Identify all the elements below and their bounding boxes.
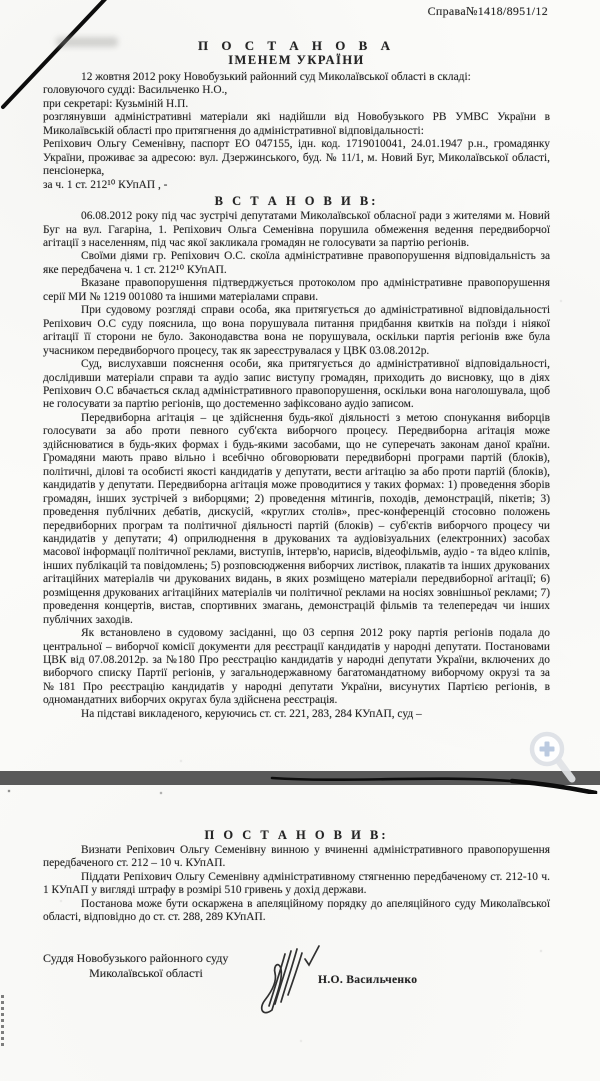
document-page-2 bbox=[0, 786, 600, 1081]
resolved-paragraph-2: Піддати Репіхович Ольгу Семенівну адміністративному стягненню передбаченому ст. 212-10 ч. 1 КУпАП у вигляді штрафу в розмірі 510 гривень у дохід держави. bbox=[43, 870, 550, 897]
established-paragraph-1: 06.08.2012 року під час зустрічі депутатами Миколаївської обласної ради з жителями м. Новий Буг на вул. Гагаріна, 1. Репіхович Ольга Семенівна порушила обмеження ведення передвиборчої агітації з населенням, під час якої закликала громадян не голосувати за партію регіонів. bbox=[43, 210, 550, 249]
judge-name: Н.О. Васильченко bbox=[318, 973, 418, 986]
resolved-paragraph-1: Визнати Репіхович Ольгу Семенівну винною у вчиненні адміністративного правопорушення передбаченого ст. 212 – 10 ч. КУпАП. bbox=[43, 844, 550, 870]
intro-line-secretary: при секретарі: Кузьміній Н.П. bbox=[43, 97, 189, 110]
established-paragraph-3: Вказане правопорушення підтверджується протоколом про адміністративне правопорушення серії МИ № 1219 001080 та іншими матеріалами справи. bbox=[43, 277, 550, 303]
judge-title-line: Суддя Новобузького районного суду bbox=[43, 951, 229, 965]
resolved-paragraph-3: Постанова може бути оскаржена в апеляційному порядку до апеляційного суду Миколаївської області, відповідно до ст. ст. 288, 289 КУпАП. bbox=[43, 897, 550, 924]
signature-icon bbox=[250, 938, 325, 1018]
judge-title-block bbox=[43, 951, 249, 980]
intro-line-judge: головуючого судді: Васильченко Н.О., bbox=[43, 84, 228, 97]
scan-noise bbox=[0, 0, 2, 2]
document-title: П О С Т А Н О В А bbox=[198, 38, 395, 53]
document-subtitle: ІМЕНЕМ УКРАЇНИ bbox=[228, 53, 365, 67]
intro-line-person: Репіхович Ольгу Семенівну, паспорт ЕО 047155, ідн. код. 1719010041, 24.01.1947 р.н., громадянку України, проживає за адресою: вул. Дзержинського, буд. № 11/1, м. Новий Буг, Миколаївської області, пенсіонерка, bbox=[43, 138, 550, 178]
established-paragraph-2: Своїми діями гр. Репіхович О.С. скоїла адміністративне правопорушення відповідальність за яке передбачена ч. 1 ст. 212¹⁰ КУпАП. bbox=[43, 250, 550, 276]
case-number: Справа№1418/8951/12 bbox=[427, 4, 548, 18]
scan-edge-artifact bbox=[1, 995, 4, 1047]
intro-line-materials: розглянувши адміністративні матеріали які надійшли від Новобузького РВ УМВС України в Миколаївській області про притягнення до адміністративної відповідальності: bbox=[43, 111, 550, 137]
established-paragraph-7: Як встановлено в судовому засіданні, що 03 серпня 2012 року партія регіонів подала до центральної – виборчої комісії документи для реєстрації кандидатів у народні депутати. Постановами ЦВК від 07.08.2012р. за №180 Про реєстрацію кандидатів у народні депутати України, включених до виборчого списку Партії регіонів, у загальнодержавному багатомандатному виборчому окрузі та за №181 Про реєстрацію кандидатів у народні депутати України, висунутих Партією регіонів, в одномандатних виборчих округах була здійснена реєстрація. bbox=[43, 627, 550, 707]
resolved-heading: П О С Т А Н О В И В: bbox=[204, 828, 389, 842]
page-separator bbox=[0, 771, 600, 785]
established-paragraph-5: Суд, вислухавши пояснення особи, яка притягується до адміністративної відповідальності, дослідивши матеріали справи та аудіо запис виступу громадян, приходить до висновку, що в діях Репіхович О.С вбачається склад адміністративного правопорушення, оскільки вона наголошувала, щоб не голосувати за партію регіонів, що достеменно зафіксовано аудіо записом. bbox=[43, 358, 550, 411]
established-paragraph-6: Передвиборна агітація – це здійснення будь-якої діяльності з метою спонукання виборців голосувати за або проти певного суб'єкта виборчого процесу. Передвиборна агітація може здійснюватися в будь-яких формах і будь-якими засобами, що не суперечать законам даної країни. Громадяни мають право вільно і всебічно обговорювати передвиборні програми партій (блоків), політичні, ділові та особисті якості кандидатів у депутати, вести агітацію за або проти партій (блоків), кандидатів у депутати. Передвиборна агітація може проводитися у таких формах: 1) проведення зборів громадян, інших зустрічей з виборцями; 2) проведення мітингів, походів, демонстрацій, пікетів; 3) проведення публічних дебатів, дискусій, «круглих столів», прес-конференцій стосовно положень передвиборних програм та політичної діяльності партій (блоків) – суб'єктів виборчого процесу чи кандидатів у депутати; 4) оприлюднення в друкованих та аудіовізуальних (електронних) засобах масової інформації політичної реклами, виступів, інтерв'ю, нарисів, відеофільмів, аудіо - та відео кліпів, інших публікацій та повідомлень; 5) розповсюдження виборчих листівок, плакатів та інших друкованих агітаційних матеріалів чи друкованих видань, в яких розміщено матеріали передвиборної агітації; 6) розміщення друкованих агітаційних матеріалів чи політичної реклами на носіях зовнішньої реклами; 7) проведення концертів, вистав, спортивних змагань, демонстрацій фільмів та телепередач чи інших публічних заходів. bbox=[43, 411, 551, 626]
judge-title-region: Миколаївської області bbox=[89, 965, 203, 980]
zoom-in-icon[interactable] bbox=[521, 726, 581, 788]
established-paragraph-4: При судовому розгляді справи особа, яка притягується до адміністративної відповідальності Репіхович О.С суду пояснила, що вона порушувала питання придбання квитків на поїзди і ніякої агітації її сторони не було. Законодавства вона не порушувала, оскільки партія регіонів вже була учасником передвиборчого процесу, так як зареєструвалася у ЦВК 03.08.2012р. bbox=[43, 304, 550, 357]
pen-stroke-icon bbox=[0, 0, 118, 112]
closing-line: На підставі викладеного, керуючись ст. ст. 221, 283, 284 КУпАП, суд – bbox=[81, 707, 422, 720]
scan-smudge bbox=[56, 37, 118, 47]
intro-line-court: 12 жовтня 2012 року Новобузький районний суд Миколаївської області в складі: bbox=[81, 71, 471, 83]
established-heading: В С Т А Н О В И В: bbox=[214, 194, 379, 209]
intro-line-article: за ч. 1 ст. 212¹⁰ КУпАП , - bbox=[43, 178, 168, 191]
